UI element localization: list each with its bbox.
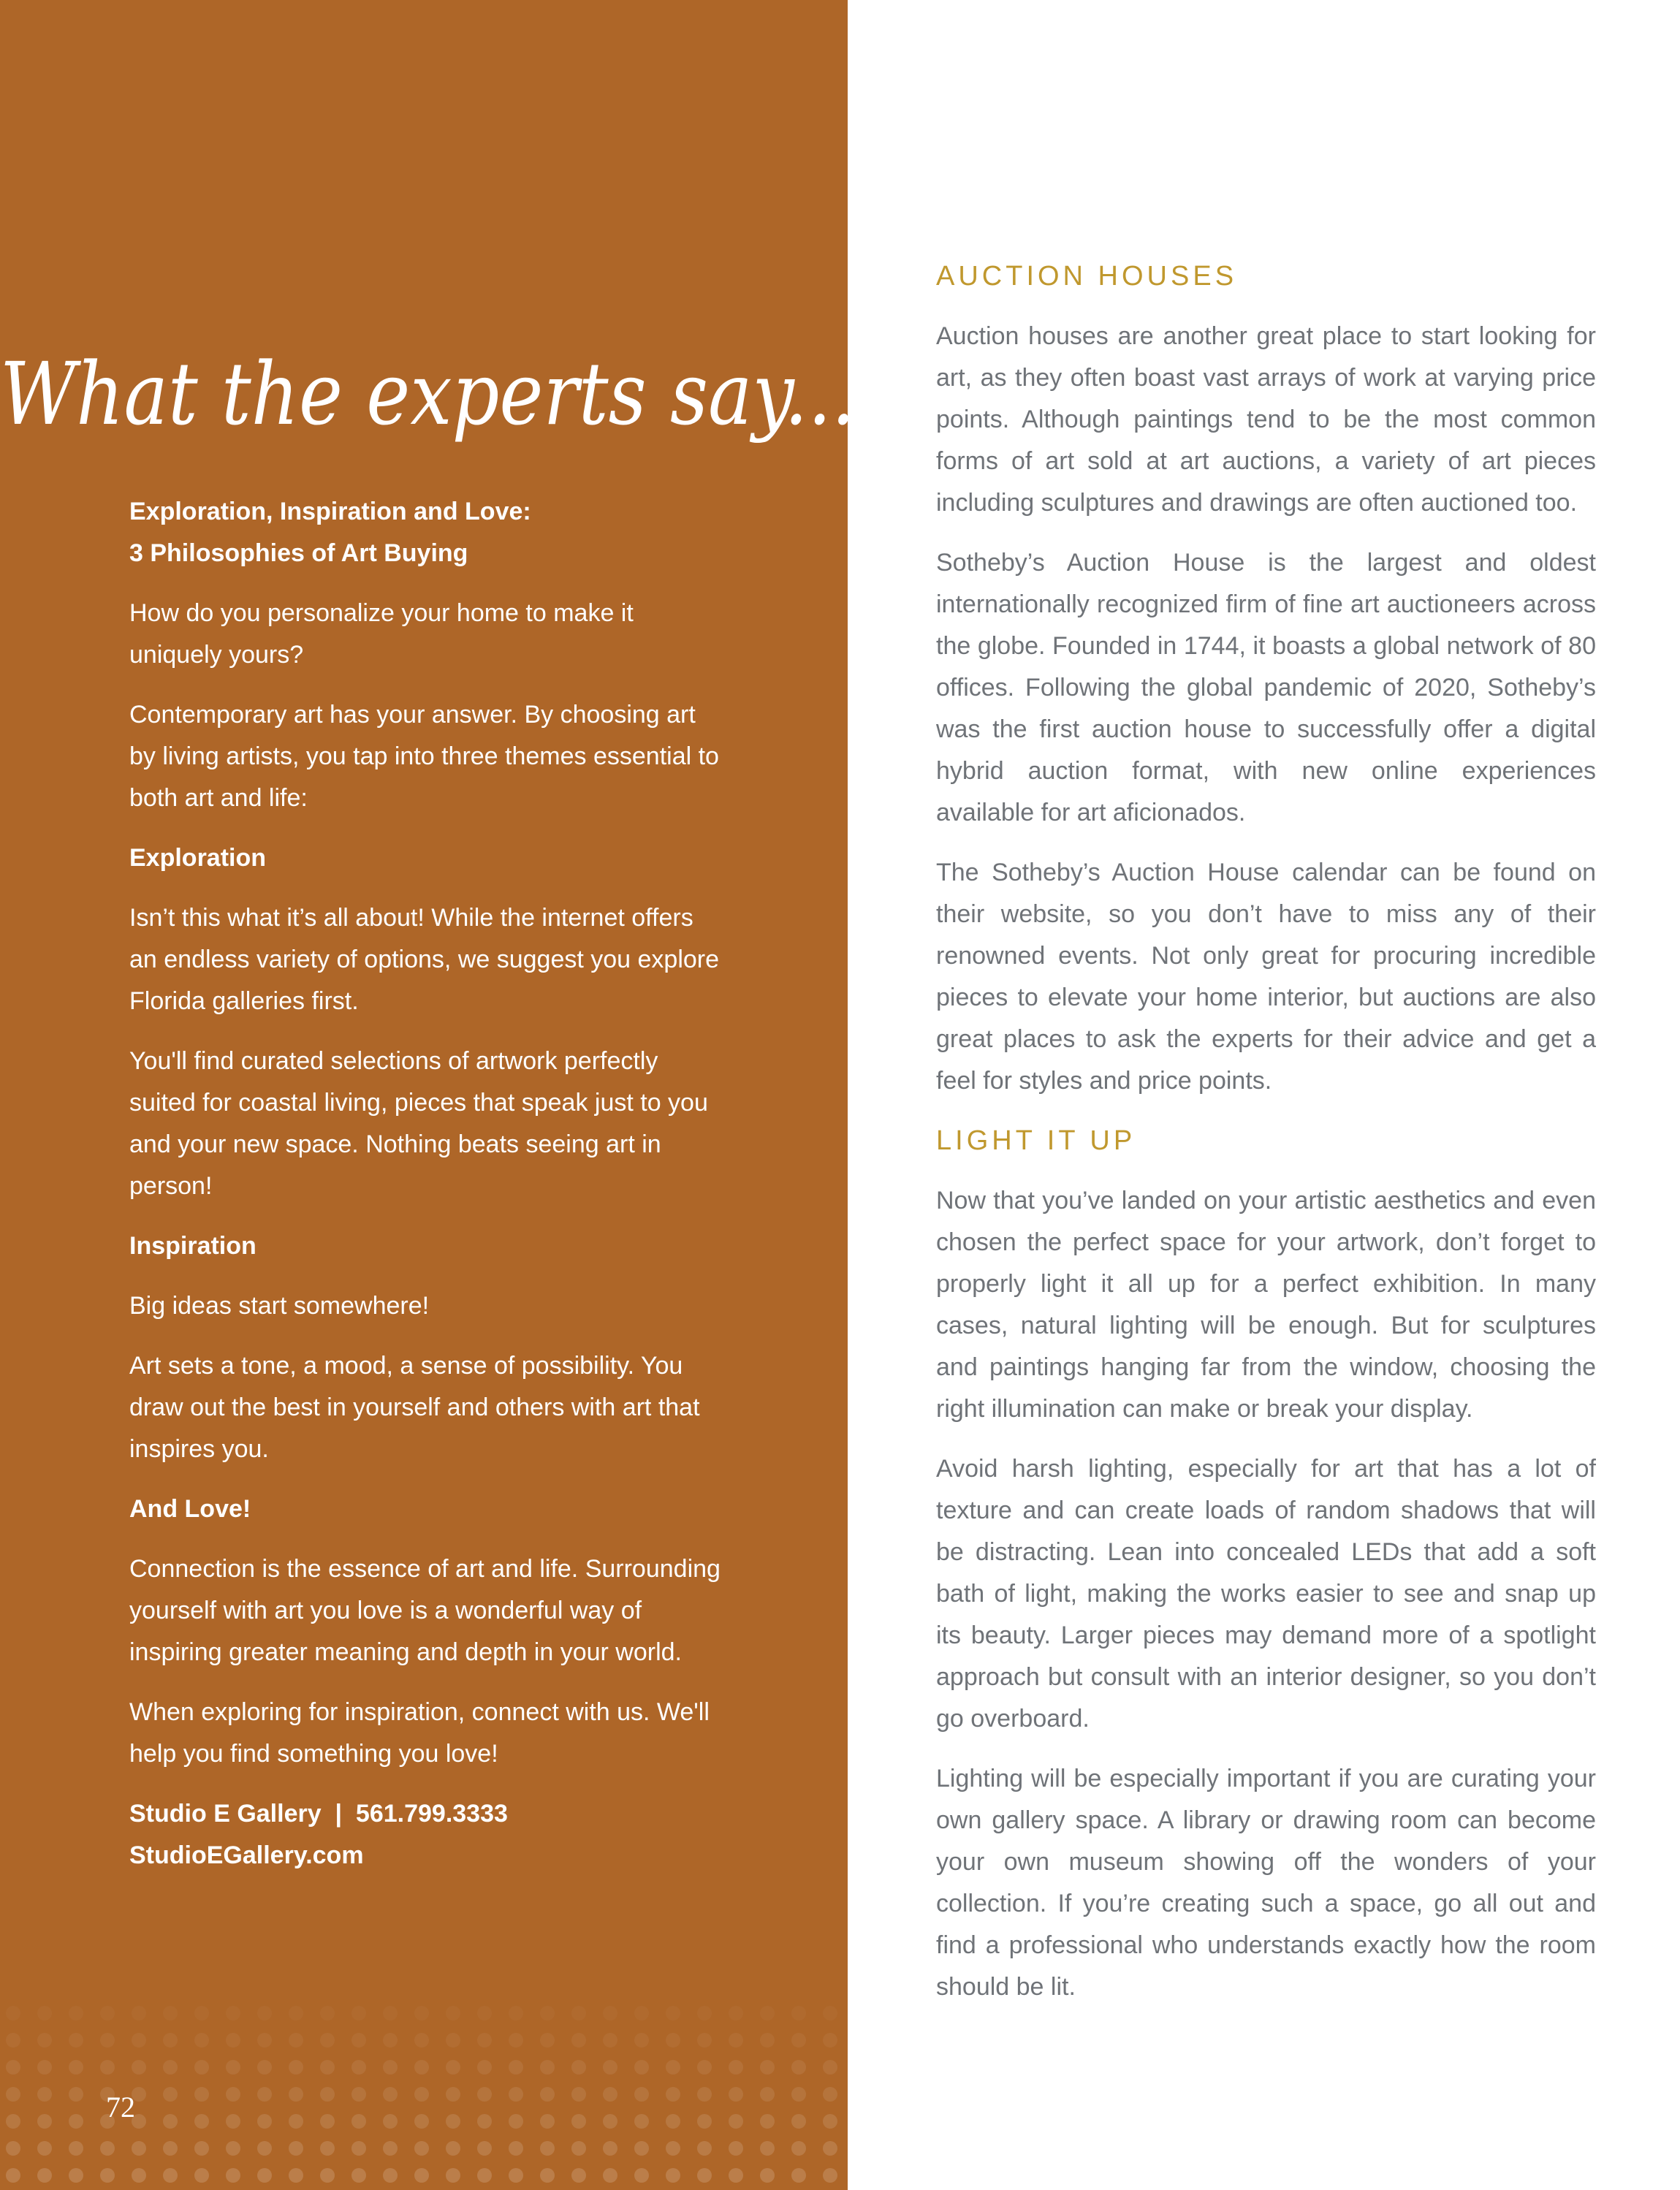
paragraph: Now that you’ve landed on your artistic aesthetics and even chosen the perfect space for your artwork, don’t forget to properly light it all up for a perfect exhibition. In many cases, natural lighting will be enough. But for sculptures and paintings hanging far from the window, choosing the right illumination can make or break your display. bbox=[936, 1187, 1596, 1423]
section-heading-auction-houses: AUCTION HOUSES bbox=[936, 261, 1238, 292]
decorative-dot bbox=[194, 2060, 209, 2075]
decorative-dot bbox=[414, 2033, 429, 2048]
paragraph: The Sotheby’s Auction House calendar can be found on their website, so you don’t have to miss any of their renowned events. Not only great for procuring incredible pieces to elevate your home interior, but auctions are also great places to ask the experts for their advice and get a feel for styles and price points. bbox=[936, 859, 1596, 1095]
decorative-dot bbox=[69, 2033, 83, 2048]
decorative-dot bbox=[729, 2114, 743, 2129]
decorative-dot bbox=[666, 2087, 680, 2102]
paragraph: You'll find curated selections of artwork perfectly suited for coastal living, pieces that speak just to you and your new space. Nothing beats seeing art in person! bbox=[129, 1047, 708, 1200]
decorative-dot bbox=[37, 2087, 52, 2102]
decorative-dot bbox=[697, 2060, 712, 2075]
decorative-dot bbox=[226, 2168, 240, 2183]
decorative-dot bbox=[477, 2141, 492, 2156]
decorative-dot bbox=[791, 2087, 806, 2102]
decorative-dot bbox=[477, 2006, 492, 2020]
paragraph: Big ideas start somewhere! bbox=[129, 1292, 430, 1320]
decorative-dot bbox=[729, 2168, 743, 2183]
decorative-dot bbox=[760, 2060, 775, 2075]
decorative-dot bbox=[289, 2060, 303, 2075]
decorative-dot bbox=[540, 2114, 555, 2129]
decorative-dot bbox=[540, 2060, 555, 2075]
decorative-dot bbox=[540, 2033, 555, 2048]
decorative-dot bbox=[100, 2060, 115, 2075]
decorative-dot bbox=[226, 2033, 240, 2048]
decorative-dot bbox=[6, 2168, 20, 2183]
decorative-dot bbox=[823, 2141, 837, 2156]
decorative-dot bbox=[383, 2141, 398, 2156]
decorative-dot bbox=[100, 2006, 115, 2020]
decorative-dot bbox=[226, 2141, 240, 2156]
decorative-dot bbox=[509, 2060, 523, 2075]
decorative-dot bbox=[446, 2168, 460, 2183]
decorative-dot bbox=[509, 2168, 523, 2183]
decorative-dot bbox=[477, 2087, 492, 2102]
decorative-dot bbox=[446, 2060, 460, 2075]
decorative-dot bbox=[69, 2087, 83, 2102]
decorative-dot bbox=[791, 2033, 806, 2048]
decorative-dot bbox=[760, 2114, 775, 2129]
decorative-dot bbox=[414, 2114, 429, 2129]
decorative-dot bbox=[194, 2141, 209, 2156]
decorative-dot bbox=[634, 2114, 649, 2129]
decorative-dot bbox=[132, 2033, 146, 2048]
decorative-dot bbox=[194, 2087, 209, 2102]
decorative-dot bbox=[351, 2060, 366, 2075]
article-title bbox=[129, 491, 725, 574]
decorative-dot bbox=[729, 2033, 743, 2048]
decorative-dot bbox=[571, 2087, 586, 2102]
decorative-dot bbox=[257, 2114, 272, 2129]
decorative-dot bbox=[697, 2006, 712, 2020]
decorative-dot bbox=[760, 2006, 775, 2020]
decorative-dot bbox=[320, 2114, 335, 2129]
decorative-dot bbox=[163, 2060, 178, 2075]
decorative-dot bbox=[414, 2060, 429, 2075]
decorative-dot bbox=[163, 2168, 178, 2183]
decorative-dot bbox=[791, 2006, 806, 2020]
decorative-dot bbox=[257, 2060, 272, 2075]
decorative-dot bbox=[289, 2168, 303, 2183]
decorative-dot bbox=[257, 2033, 272, 2048]
decorative-dot bbox=[729, 2087, 743, 2102]
decorative-dot bbox=[414, 2006, 429, 2020]
paragraph: Auction houses are another great place to start looking for art, as they often boast vast arrays of work at varying price points. Although paintings tend to be the most common forms of art sold at art auctions, a variety of art pieces including sculptures and drawings are often auctioned too. bbox=[936, 322, 1596, 517]
decorative-dot bbox=[729, 2141, 743, 2156]
decorative-dot bbox=[823, 2087, 837, 2102]
decorative-dot bbox=[257, 2006, 272, 2020]
decorative-dot bbox=[163, 2087, 178, 2102]
gallery-contact-line: Studio E Gallery | 561.799.3333 bbox=[129, 1800, 508, 1828]
section-heading-light-it-up: LIGHT IT UP bbox=[936, 1125, 1136, 1156]
decorative-dot bbox=[226, 2114, 240, 2129]
decorative-dot bbox=[540, 2141, 555, 2156]
decorative-dot bbox=[320, 2168, 335, 2183]
decorative-dot bbox=[571, 2060, 586, 2075]
decorative-dot bbox=[351, 2087, 366, 2102]
paragraph: Lighting will be especially important if you are curating your own gallery space. A library or drawing room can become your own museum showing off the wonders of your collection. If you’re creating such a space, go all out and find a professional who understands exactly how the room should be lit. bbox=[936, 1765, 1596, 2001]
decorative-dot bbox=[351, 2006, 366, 2020]
decorative-dot bbox=[383, 2060, 398, 2075]
decorative-dot bbox=[194, 2168, 209, 2183]
decorative-dot bbox=[477, 2168, 492, 2183]
decorative-dot bbox=[634, 2033, 649, 2048]
decorative-dot bbox=[6, 2006, 20, 2020]
decorative-dot bbox=[414, 2141, 429, 2156]
paragraph: Connection is the essence of art and life. Surrounding yourself with art you love is a wonderful way of inspiring greater meaning and depth in your world. bbox=[129, 1555, 721, 1666]
decorative-dot bbox=[414, 2168, 429, 2183]
decorative-dot bbox=[69, 2114, 83, 2129]
decorative-dot bbox=[666, 2141, 680, 2156]
intro-question: How do you personalize your home to make it uniquely yours? bbox=[129, 599, 634, 669]
decorative-dot bbox=[69, 2141, 83, 2156]
decorative-dot bbox=[697, 2168, 712, 2183]
decorative-dot bbox=[603, 2087, 617, 2102]
paragraph: Sotheby’s Auction House is the largest and oldest internationally recognized firm of fine art auctioneers across the globe. Founded in 1744, it boasts a global network of 80 offices. Following the global pandemic of 2020, Sotheby’s was the first auction house to successfully offer a digital hybrid auction format, with new online experiences available for art aficionados. bbox=[936, 549, 1596, 826]
decorative-dot bbox=[509, 2033, 523, 2048]
decorative-dot bbox=[760, 2033, 775, 2048]
decorative-dot bbox=[289, 2114, 303, 2129]
decorative-dot bbox=[37, 2033, 52, 2048]
decorative-dot bbox=[132, 2006, 146, 2020]
decorative-dot bbox=[760, 2141, 775, 2156]
page-number: 72 bbox=[106, 2091, 135, 2124]
decorative-dot bbox=[226, 2087, 240, 2102]
decorative-dot bbox=[69, 2168, 83, 2183]
decorative-dot bbox=[791, 2114, 806, 2129]
decorative-dot bbox=[666, 2060, 680, 2075]
decorative-dot bbox=[257, 2087, 272, 2102]
decorative-dot bbox=[603, 2114, 617, 2129]
decorative-dot bbox=[320, 2006, 335, 2020]
decorative-dot bbox=[37, 2168, 52, 2183]
decorative-dot bbox=[823, 2114, 837, 2129]
decorative-dot bbox=[603, 2033, 617, 2048]
decorative-dot bbox=[477, 2060, 492, 2075]
paragraph: Avoid harsh lighting, especially for art that has a lot of texture and can create loads of random shadows that will be distracting. Lean into concealed LEDs that add a soft bath of light, making the works easier to see and snap up its beauty. Larger pieces may demand more of a spotlight approach but consult with an interior designer, so you don’t go overboard. bbox=[936, 1455, 1596, 1733]
decorative-dot bbox=[697, 2114, 712, 2129]
decorative-dot bbox=[509, 2006, 523, 2020]
decorative-dot bbox=[446, 2033, 460, 2048]
decorative-dot bbox=[666, 2006, 680, 2020]
decorative-dot bbox=[163, 2033, 178, 2048]
decorative-dot bbox=[603, 2141, 617, 2156]
decorative-dot bbox=[163, 2114, 178, 2129]
decorative-dot bbox=[226, 2006, 240, 2020]
decorative-dot bbox=[351, 2033, 366, 2048]
decorative-dot bbox=[6, 2141, 20, 2156]
decorative-dot bbox=[509, 2141, 523, 2156]
decorative-dot bbox=[760, 2168, 775, 2183]
decorative-dot bbox=[540, 2006, 555, 2020]
decorative-dot bbox=[509, 2114, 523, 2129]
decorative-dot bbox=[634, 2141, 649, 2156]
decorative-dot bbox=[760, 2087, 775, 2102]
article-title-line-1: Exploration, Inspiration and Love: bbox=[129, 498, 531, 525]
decorative-dot bbox=[823, 2060, 837, 2075]
decorative-dot bbox=[477, 2033, 492, 2048]
decorative-dot bbox=[791, 2168, 806, 2183]
decorative-dot bbox=[446, 2141, 460, 2156]
decorative-dot bbox=[320, 2141, 335, 2156]
decorative-dot bbox=[383, 2006, 398, 2020]
right-column bbox=[936, 256, 1596, 2026]
decorative-dot bbox=[257, 2168, 272, 2183]
decorative-dot bbox=[477, 2114, 492, 2129]
decorative-dot bbox=[791, 2060, 806, 2075]
decorative-dot bbox=[69, 2006, 83, 2020]
section-heading-love: And Love! bbox=[129, 1495, 251, 1523]
decorative-dot bbox=[163, 2141, 178, 2156]
decorative-dot bbox=[289, 2087, 303, 2102]
decorative-dot bbox=[289, 2141, 303, 2156]
decorative-dot bbox=[383, 2087, 398, 2102]
decorative-dot bbox=[540, 2087, 555, 2102]
decorative-dot bbox=[351, 2114, 366, 2129]
decorative-dot bbox=[132, 2168, 146, 2183]
decorative-dot bbox=[697, 2141, 712, 2156]
decorative-dot bbox=[791, 2141, 806, 2156]
decorative-dot bbox=[132, 2141, 146, 2156]
decorative-dot bbox=[194, 2006, 209, 2020]
decorative-dot bbox=[320, 2060, 335, 2075]
decorative-dot bbox=[446, 2087, 460, 2102]
article-title-line-2: 3 Philosophies of Art Buying bbox=[129, 539, 468, 567]
decorative-dot bbox=[571, 2033, 586, 2048]
decorative-dot bbox=[69, 2060, 83, 2075]
paragraph: Isn’t this what it’s all about! While the internet offers an endless variety of options, we suggest you explore Florida galleries first. bbox=[129, 904, 720, 1015]
decorative-dot bbox=[603, 2060, 617, 2075]
decorative-dot bbox=[446, 2006, 460, 2020]
decorative-dot bbox=[823, 2033, 837, 2048]
decorative-dot bbox=[6, 2114, 20, 2129]
decorative-dot bbox=[100, 2141, 115, 2156]
decorative-dot bbox=[37, 2141, 52, 2156]
decorative-dot bbox=[194, 2114, 209, 2129]
decorative-dot bbox=[571, 2141, 586, 2156]
decorative-dot bbox=[320, 2087, 335, 2102]
decorative-dot bbox=[194, 2033, 209, 2048]
decorative-dot bbox=[257, 2141, 272, 2156]
decorative-dot bbox=[603, 2168, 617, 2183]
gallery-website[interactable]: StudioEGallery.com bbox=[129, 1841, 364, 1869]
decorative-dot bbox=[823, 2168, 837, 2183]
intro-answer: Contemporary art has your answer. By choosing art by living artists, you tap into three themes essential to both art and life: bbox=[129, 701, 719, 812]
decorative-dot bbox=[163, 2006, 178, 2020]
decorative-dot bbox=[666, 2168, 680, 2183]
decorative-dot bbox=[571, 2114, 586, 2129]
paragraph: Art sets a tone, a mood, a sense of possibility. You draw out the best in yourself and others with art that inspires you. bbox=[129, 1352, 700, 1463]
decorative-dot bbox=[383, 2033, 398, 2048]
decorative-dot bbox=[697, 2033, 712, 2048]
decorative-dot bbox=[634, 2006, 649, 2020]
decorative-dot bbox=[226, 2060, 240, 2075]
decorative-dot bbox=[37, 2006, 52, 2020]
section-heading-inspiration: Inspiration bbox=[129, 1232, 256, 1260]
decorative-dot bbox=[132, 2060, 146, 2075]
decorative-dot bbox=[414, 2087, 429, 2102]
decorative-dot bbox=[37, 2060, 52, 2075]
decorative-dot bbox=[603, 2006, 617, 2020]
decorative-dot bbox=[289, 2006, 303, 2020]
decorative-dot bbox=[446, 2114, 460, 2129]
decorative-dot bbox=[571, 2168, 586, 2183]
paragraph: When exploring for inspiration, connect with us. We'll help you find something you love! bbox=[129, 1698, 710, 1768]
decorative-dot bbox=[666, 2033, 680, 2048]
decorative-dot bbox=[6, 2033, 20, 2048]
decorative-dot bbox=[697, 2087, 712, 2102]
decorative-dot bbox=[37, 2114, 52, 2129]
decorative-dot bbox=[383, 2168, 398, 2183]
decorative-dot bbox=[100, 2168, 115, 2183]
decorative-dot bbox=[6, 2087, 20, 2102]
decorative-dot bbox=[666, 2114, 680, 2129]
decorative-dot bbox=[729, 2006, 743, 2020]
decorative-dot bbox=[823, 2006, 837, 2020]
decorative-dot bbox=[100, 2033, 115, 2048]
decorative-dot bbox=[320, 2033, 335, 2048]
decorative-dot bbox=[351, 2141, 366, 2156]
decorative-dot bbox=[509, 2087, 523, 2102]
decorative-dot bbox=[540, 2168, 555, 2183]
decorative-dot bbox=[289, 2033, 303, 2048]
script-heading bbox=[0, 307, 862, 482]
section-heading-exploration: Exploration bbox=[129, 844, 267, 872]
left-column bbox=[129, 491, 725, 1877]
decorative-dot bbox=[351, 2168, 366, 2183]
decorative-dot bbox=[383, 2114, 398, 2129]
decorative-dot bbox=[634, 2168, 649, 2183]
decorative-dot bbox=[729, 2060, 743, 2075]
decorative-dot bbox=[6, 2060, 20, 2075]
decorative-dot bbox=[634, 2060, 649, 2075]
decorative-dot bbox=[571, 2006, 586, 2020]
script-heading-text: What the experts say... bbox=[0, 343, 855, 444]
decorative-dot bbox=[634, 2087, 649, 2102]
